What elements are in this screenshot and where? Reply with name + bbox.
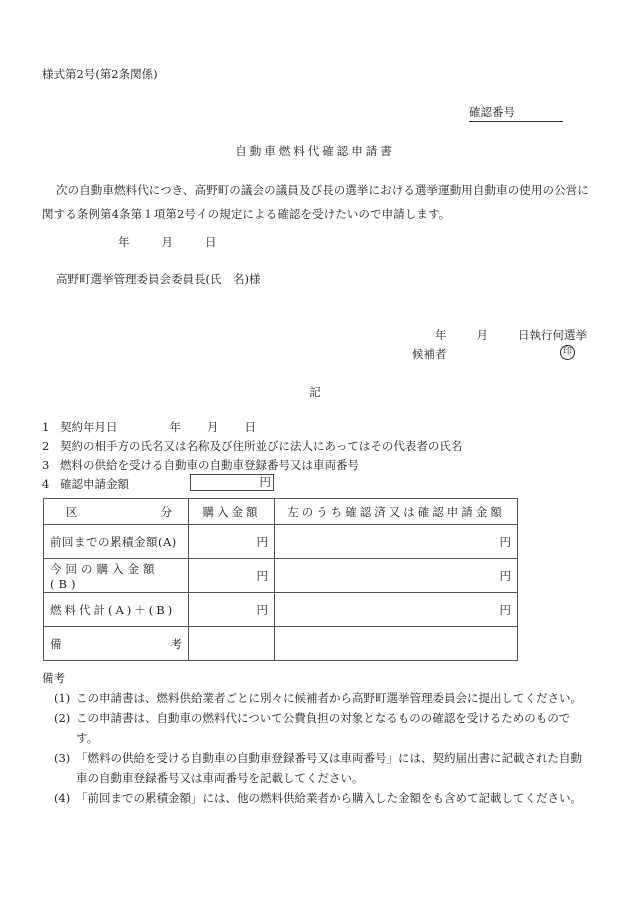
- item-day: 日: [244, 420, 256, 434]
- note-number: (1): [54, 691, 71, 705]
- item-label: 契約の相手方の氏名又は名称及び住所並びに法人にあってはその代表者の氏名: [60, 439, 463, 453]
- purchase-cell[interactable]: 円: [189, 593, 275, 627]
- table-row: [44, 525, 518, 559]
- header-purchase: 購入金額: [189, 499, 275, 525]
- item-year: 年: [169, 420, 181, 434]
- item-label: 確認申請金額: [60, 477, 129, 491]
- row-label: 燃料代計(A)＋(B): [44, 593, 189, 627]
- row-label: 前回までの累積金額(A): [44, 525, 189, 559]
- candidate-label: 候補者: [412, 347, 447, 361]
- remarks-right: 考: [170, 636, 182, 651]
- document-title: 自動車燃料代確認申請書: [235, 144, 395, 158]
- item-label: 燃料の供給を受ける自動車の自動車登録番号又は車両番号: [60, 458, 359, 472]
- confirmed-cell[interactable]: 円: [275, 559, 518, 593]
- item-contract-party: [42, 437, 462, 456]
- note-item: [42, 748, 592, 788]
- purchase-cell[interactable]: 円: [189, 559, 275, 593]
- confirmation-number-field[interactable]: 確認番号: [469, 104, 563, 122]
- remarks-left: 備: [50, 636, 62, 651]
- ki-heading: [0, 384, 630, 400]
- item-number: 4: [42, 477, 50, 491]
- election-line[interactable]: [435, 327, 587, 343]
- row-label-remarks: [44, 627, 189, 661]
- date-month: 月: [161, 235, 173, 249]
- note-item: [42, 708, 592, 748]
- purchase-cell[interactable]: 円: [189, 525, 275, 559]
- header-confirmed: 左のうち確認済又は確認申請金額: [275, 499, 518, 525]
- note-number: (4): [54, 791, 71, 805]
- date-year: 年: [118, 235, 130, 249]
- requested-amount-field[interactable]: 円: [190, 474, 274, 491]
- item-vehicle-number: [42, 456, 462, 475]
- form-number: 様式第2号(第2条関係): [42, 67, 158, 81]
- note-text: 「前回までの累積金額」には、他の燃料供給業者から購入した金額をも含めて記載してください。: [76, 791, 582, 805]
- row-label: 今回の購入金額(B): [44, 559, 189, 593]
- note-item: [42, 688, 592, 708]
- item-month: 月: [207, 420, 219, 434]
- note-number: (2): [54, 711, 71, 725]
- notes-heading: 備考: [42, 671, 65, 685]
- candidate-line[interactable]: [412, 346, 575, 362]
- note-text: この申請書は、自動車の燃料代について公費負担の対象となるものの確認を受けるためのものです。: [76, 711, 571, 745]
- item-number: 1: [42, 420, 50, 434]
- intro-paragraph: 次の自動車燃料代につき、高野町の議会の議員及び長の選挙における選挙運動用自動車の使用の公営に関する条例第4条第１項第2号イの規定による確認を受けたいので申請します。: [42, 183, 589, 221]
- election-rest: 日執行何選挙: [518, 328, 587, 342]
- remarks-purchase-cell[interactable]: [189, 627, 275, 661]
- note-number: (3): [54, 751, 71, 765]
- item-number: 3: [42, 458, 50, 472]
- table-header-row: [44, 499, 518, 525]
- note-item: [42, 788, 592, 808]
- seal-icon: 印: [560, 345, 575, 360]
- notes-section: [42, 670, 592, 808]
- header-category-right: 分: [160, 504, 172, 519]
- table-row: [44, 593, 518, 627]
- addressee: 高野町選挙管理委員会委員長(氏 名)様: [56, 272, 261, 286]
- amounts-table: [43, 498, 518, 661]
- confirmed-cell[interactable]: 円: [275, 525, 518, 559]
- header-category: [44, 499, 189, 525]
- header-category-left: 区: [66, 504, 78, 519]
- confirmed-cell[interactable]: 円: [275, 593, 518, 627]
- remarks-confirmed-cell[interactable]: [275, 627, 518, 661]
- election-month: 月: [476, 328, 488, 342]
- date-day: 日: [205, 235, 217, 249]
- item-contract-date[interactable]: [42, 418, 462, 437]
- application-date[interactable]: [118, 234, 217, 250]
- table-row: [44, 559, 518, 593]
- item-number: 2: [42, 439, 50, 453]
- table-row-remarks: [44, 627, 518, 661]
- note-text: この申請書は、燃料供給業者ごとに別々に候補者から高野町選挙管理委員会に提出してください。: [76, 691, 582, 705]
- election-year: 年: [435, 328, 447, 342]
- ki-text: 記: [309, 385, 321, 399]
- item-label: 契約年月日: [60, 420, 118, 434]
- note-text: 「燃料の供給を受ける自動車の自動車登録番号又は車両番号」には、契約届出書に記載された自動車の自動車登録番号又は車両番号を記載してください。: [76, 751, 582, 785]
